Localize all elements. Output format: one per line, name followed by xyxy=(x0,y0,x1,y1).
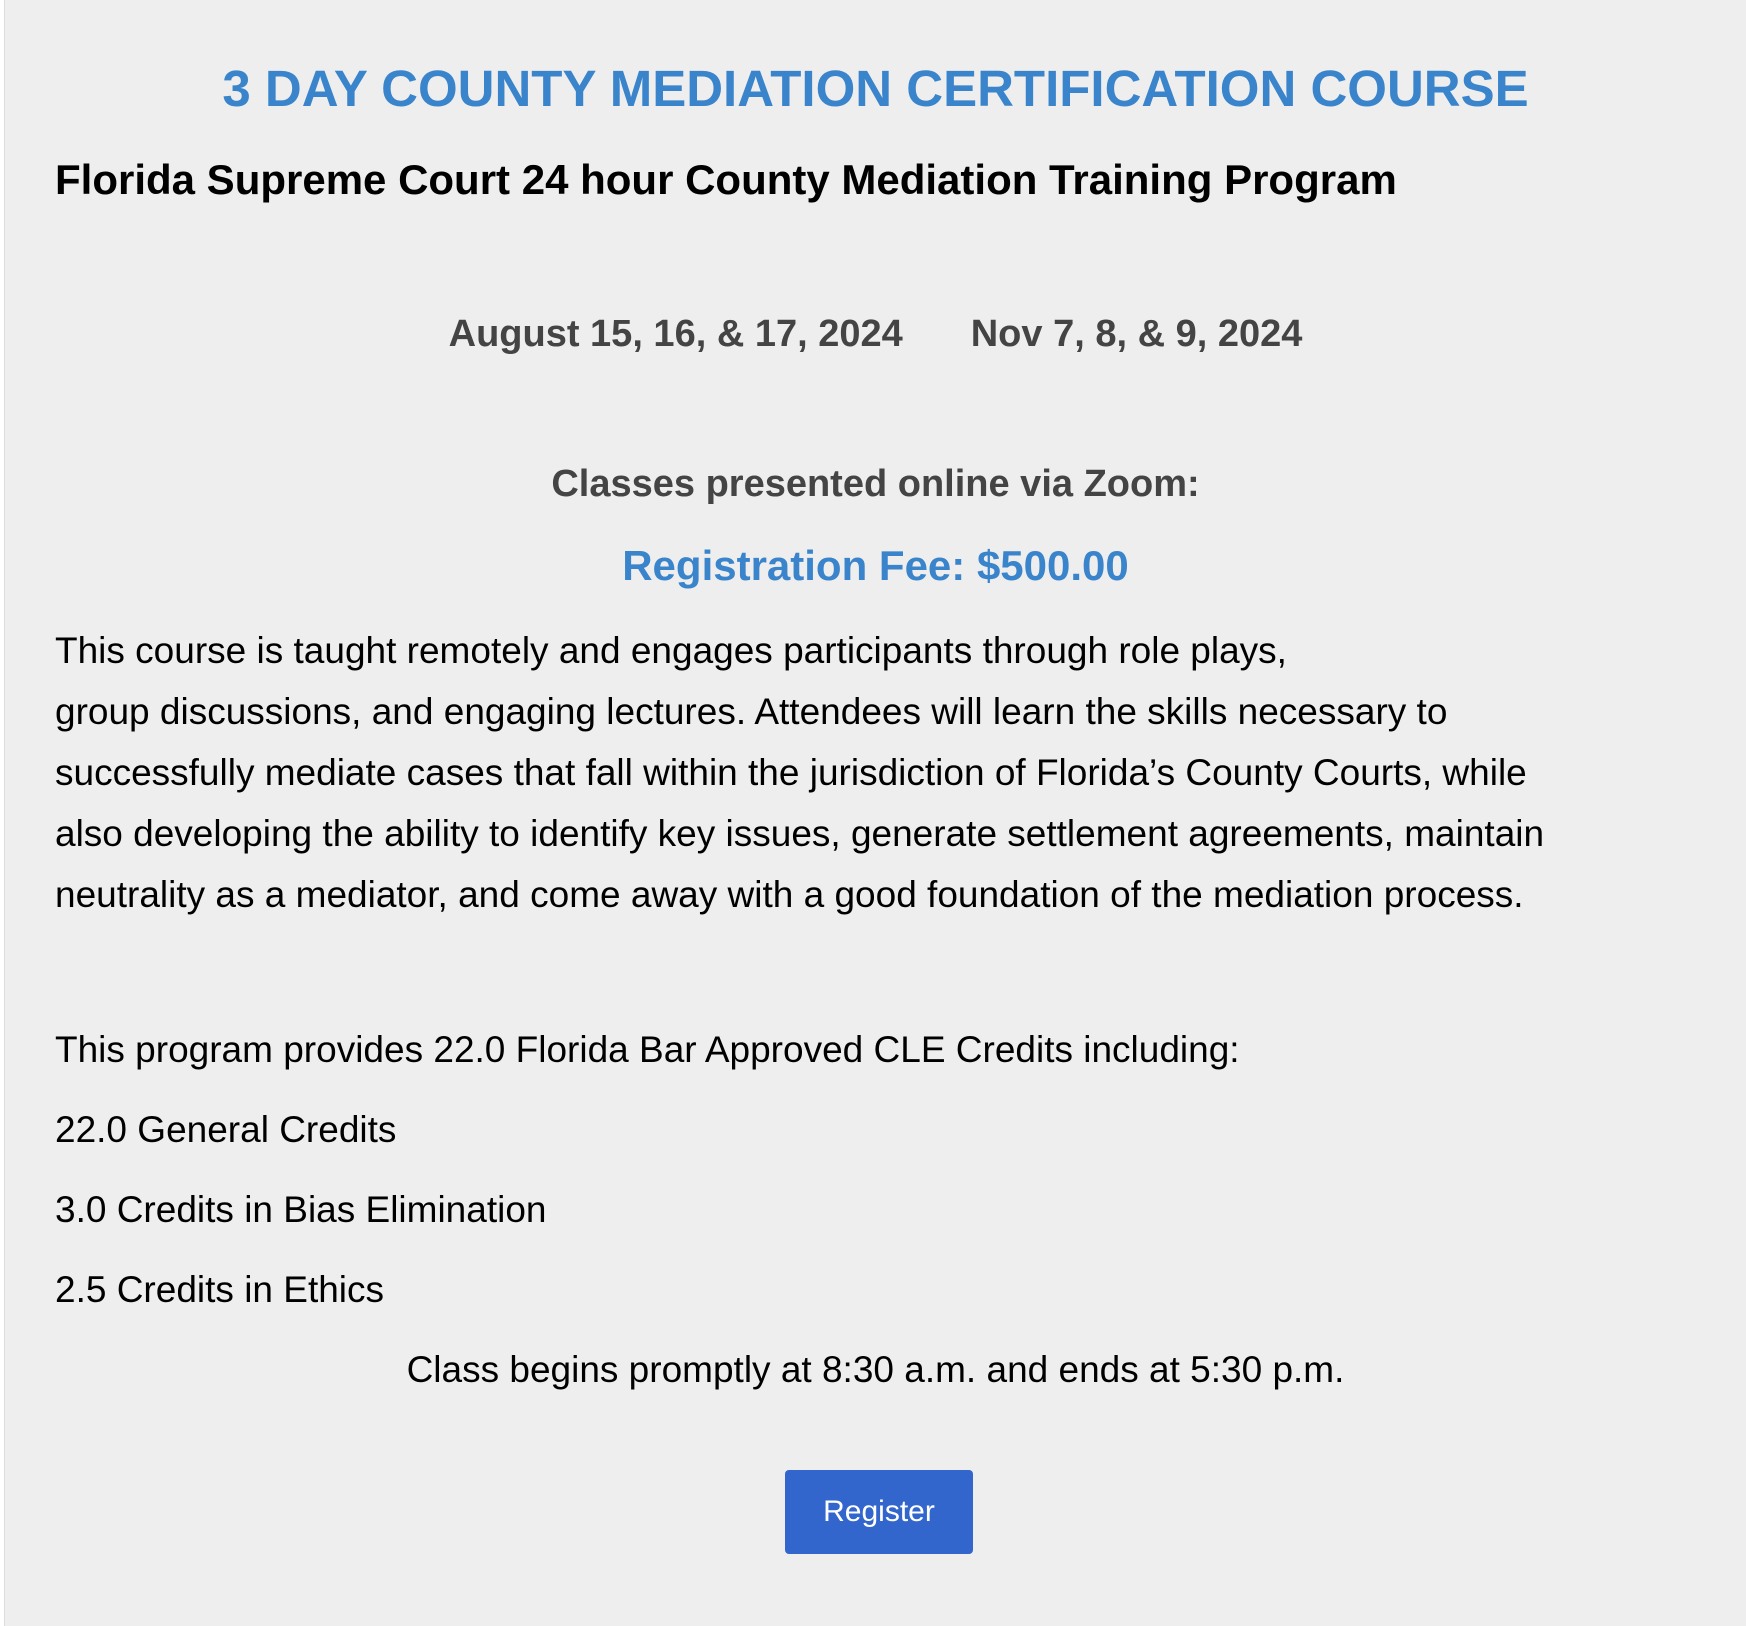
description-line: This course is taught remotely and engages participants through role plays, xyxy=(55,630,1287,671)
session-date-1: August 15, 16, & 17, 2024 xyxy=(448,313,903,355)
course-panel xyxy=(4,0,1746,1626)
credit-item-bias: 3.0 Credits in Bias Elimination xyxy=(55,1189,547,1230)
course-description xyxy=(55,620,1715,925)
course-dates xyxy=(5,304,1746,364)
description-line: successfully mediate cases that fall within the jurisdiction of Florida’s County Courts, while xyxy=(55,752,1527,793)
registration-fee: Registration Fee: $500.00 xyxy=(622,542,1129,589)
session-date-2: Nov 7, 8, & 9, 2024 xyxy=(970,313,1303,355)
credit-item-general: 22.0 General Credits xyxy=(55,1109,397,1150)
course-title: 3 DAY COUNTY MEDIATION CERTIFICATION COURSE xyxy=(222,60,1529,117)
register-button[interactable]: Register xyxy=(785,1470,973,1554)
description-line: group discussions, and engaging lectures. Attendees will learn the skills necessary to xyxy=(55,691,1448,732)
course-subtitle: Florida Supreme Court 24 hour County Mediation Training Program xyxy=(55,156,1397,203)
delivery-format: Classes presented online via Zoom: xyxy=(551,463,1200,505)
credit-item-ethics: 2.5 Credits in Ethics xyxy=(55,1269,385,1310)
cle-intro: This program provides 22.0 Florida Bar Approved CLE Credits including: xyxy=(55,1029,1240,1070)
class-hours: Class begins promptly at 8:30 a.m. and ends at 5:30 p.m. xyxy=(406,1349,1345,1390)
description-line: also developing the ability to identify key issues, generate settlement agreements, maintain xyxy=(55,813,1545,854)
description-line: neutrality as a mediator, and come away with a good foundation of the mediation process. xyxy=(55,874,1524,915)
